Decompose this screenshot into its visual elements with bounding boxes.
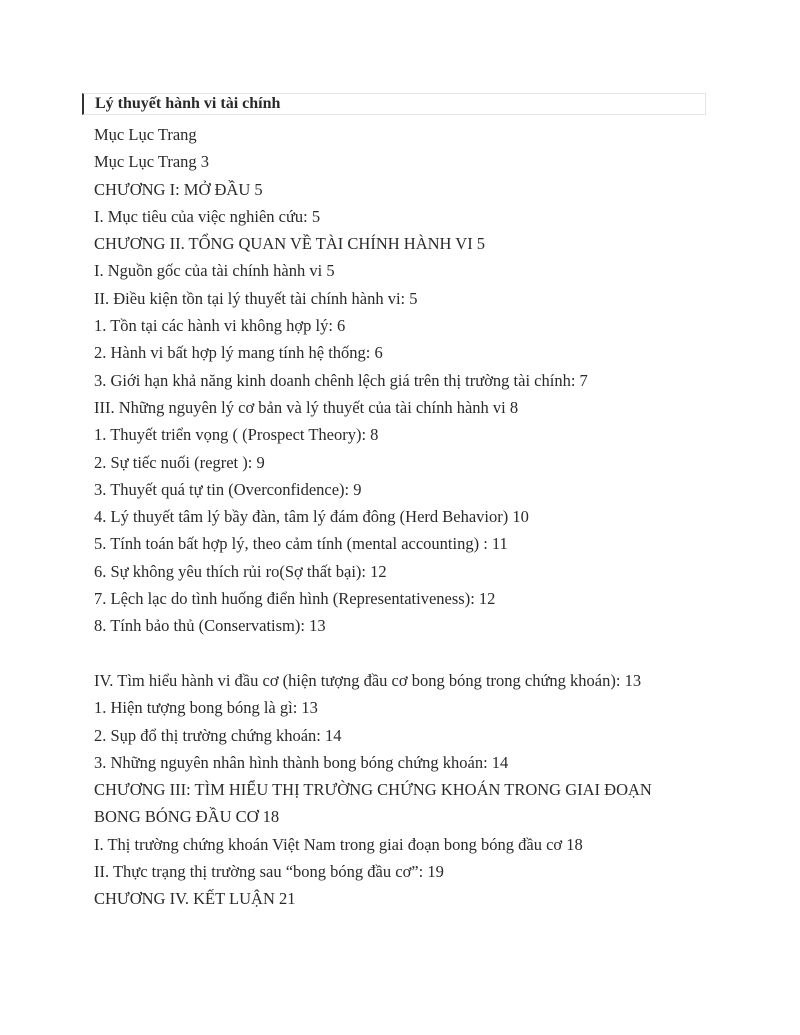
toc-entry: CHƯƠNG III: TÌM HIỂU THỊ TRƯỜNG CHỨNG KHOÁN TRONG GIAI ĐOẠN (94, 780, 652, 800)
table-of-contents (94, 121, 734, 913)
toc-entry: 7. Lệch lạc do tình huống điển hình (Representativeness): 12 (94, 589, 496, 609)
toc-entry: III. Những nguyên lý cơ bản và lý thuyết của tài chính hành vi 8 (94, 397, 519, 417)
toc-entry: 8. Tính bảo thủ (Conservatism): 13 (94, 616, 326, 636)
toc-entry: 6. Sự không yêu thích rủi ro(Sợ thất bại): 12 (94, 561, 387, 581)
toc-entry: 2. Hành vi bất hợp lý mang tính hệ thống: 6 (94, 343, 383, 363)
toc-entry: CHƯƠNG IV. KẾT LUẬN 21 (94, 889, 296, 909)
toc-entry: BONG BÓNG ĐẦU CƠ 18 (94, 807, 280, 827)
toc-entry: 2. Sụp đổ thị trường chứng khoán: 14 (94, 725, 342, 745)
toc-entry: CHƯƠNG I: MỞ ĐẦU 5 (94, 179, 263, 199)
toc-entry: 5. Tính toán bất hợp lý, theo cảm tính (mental accounting) : 11 (94, 534, 508, 554)
toc-entry: 3. Thuyết quá tự tin (Overconfidence): 9 (94, 479, 362, 499)
toc-entry: 1. Thuyết triển vọng ( (Prospect Theory): 8 (94, 425, 379, 445)
toc-entry: Mục Lục Trang 3 (94, 152, 210, 172)
toc-entry: I. Nguồn gốc của tài chính hành vi 5 (94, 261, 335, 281)
toc-entry: II. Thực trạng thị trường sau “bong bóng đầu cơ”: 19 (94, 862, 444, 882)
toc-entry: 1. Tồn tại các hành vi không hợp lý: 6 (94, 316, 346, 336)
toc-entry: Mục Lục Trang (94, 125, 197, 144)
toc-entry: 3. Giới hạn khả năng kinh doanh chênh lệch giá trên thị trường tài chính: 7 (94, 370, 588, 390)
toc-entry: 4. Lý thuyết tâm lý bầy đàn, tâm lý đám đông (Herd Behavior) 10 (94, 507, 529, 527)
toc-entry: 2. Sự tiếc nuối (regret ): 9 (94, 452, 265, 472)
toc-entry: IV. Tìm hiểu hành vi đầu cơ (hiện tượng đầu cơ bong bóng trong chứng khoán): 13 (94, 670, 642, 690)
document-title: Lý thuyết hành vi tài chính (95, 95, 281, 112)
toc-blank-line (94, 640, 734, 667)
toc-entry: II. Điều kiện tồn tại lý thuyết tài chính hành vi: 5 (94, 288, 418, 308)
toc-entry: I. Mục tiêu của việc nghiên cứu: 5 (94, 206, 321, 226)
toc-entry: 3. Những nguyên nhân hình thành bong bóng chứng khoán: 14 (94, 752, 509, 772)
toc-entry: 1. Hiện tượng bong bóng là gì: 13 (94, 698, 318, 718)
toc-entry: I. Thị trường chứng khoán Việt Nam trong giai đoạn bong bóng đầu cơ 18 (94, 834, 583, 854)
toc-entry: CHƯƠNG II. TỔNG QUAN VỀ TÀI CHÍNH HÀNH VI 5 (94, 234, 486, 254)
